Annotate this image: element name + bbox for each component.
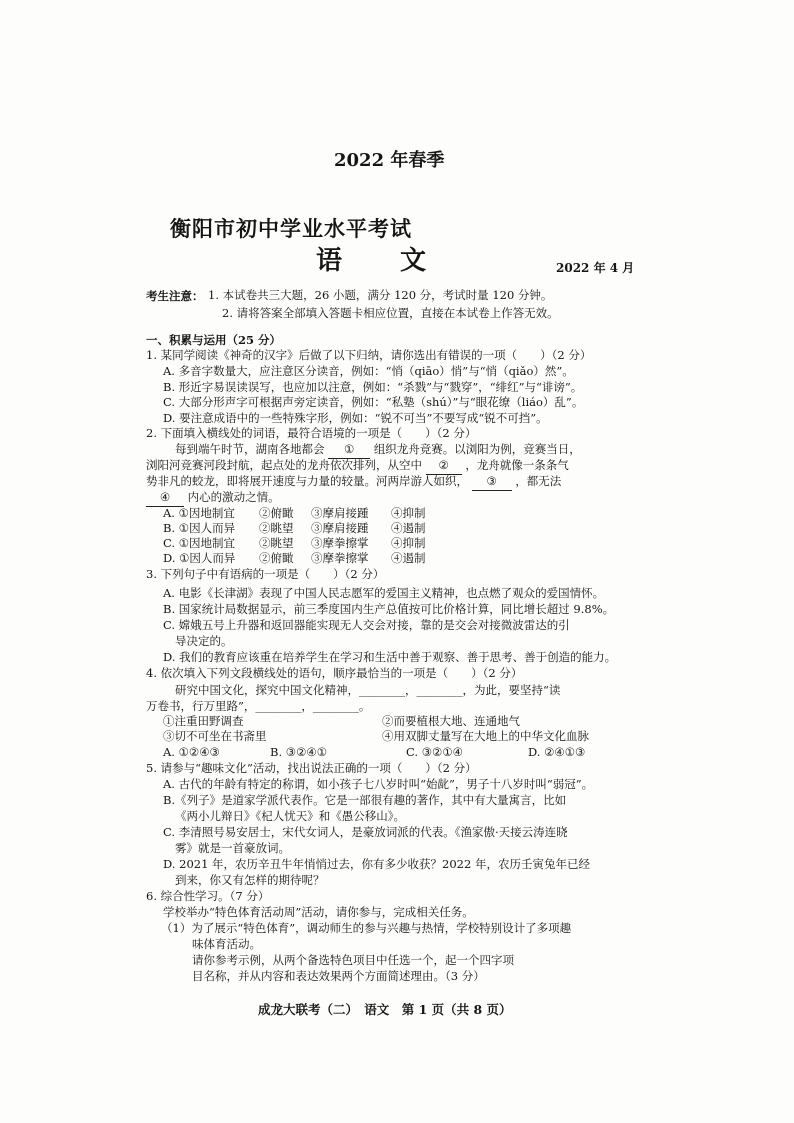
q2-opt-word: B. ①因人而异 xyxy=(163,521,236,535)
q6-sub1-line-3: 请你参考示例，从两个备选特色项目中任选一个，起一个四字项 xyxy=(192,953,514,967)
q2-text: ，都无法 xyxy=(515,474,562,488)
q2-passage-line-3 xyxy=(146,474,561,491)
q1-option-b: B. 形近字易误读误写，也应加以注意，例如：“杀戮”与“戮穿”，“绯红”与“诽谤”。 xyxy=(163,380,583,394)
q2-blank-2: ② xyxy=(426,458,462,475)
q4-option-a: A. ①②④③ xyxy=(163,745,220,759)
q2-opt-word: ③摩拳擦掌 xyxy=(311,536,369,550)
q4-option-d: D. ②④①③ xyxy=(528,745,586,759)
q1-option-c: C. 大部分形声字可根据声旁定读音，例如：“私塾（shú）”与“眼花缭（liáo）乱”。 xyxy=(163,395,584,409)
q2-opt-word: C. ①因地制宜 xyxy=(163,536,236,550)
q6-sub1-line-1: （1）为了展示“特色体育”，调动师生的参与兴趣与热情，学校特别设计了多项趣 xyxy=(161,921,572,935)
q2-passage-line-2 xyxy=(146,458,569,475)
exam-season: 2022 年春季 xyxy=(334,150,445,171)
q1-stem: 1. 某同学阅读《神奇的汉字》后做了以下归纳，请你选出有错误的一项（ ）（2 分） xyxy=(146,348,592,362)
q4-sentence-2: ②而要植根大地、连通地气 xyxy=(382,714,520,728)
notice-label: 考生注意： xyxy=(146,289,204,303)
q2-opt-word: ④抑制 xyxy=(391,506,426,520)
q2-text: 势非凡的蛟龙，即将展开速度与力量的较量。河两岸游人如织， xyxy=(146,474,468,488)
q1-option-d: D. 要注意成语中的一些特殊字形，例如：“锐不可当”不要写成“锐不可挡”。 xyxy=(163,411,548,425)
q2-option-c xyxy=(163,536,426,552)
q5-option-b: B.《列子》是道家学派代表作。它是一部很有趣的著作，其中有大量寓言，比如 xyxy=(163,793,567,807)
q5-option-c: C. 李清照号易安居士，宋代女词人，是豪放词派的代表。《渔家傲·天接云涛连晓 xyxy=(163,825,568,839)
q5-option-b-cont: 《两小儿辩日》《杞人忧天》和《愚公移山》。 xyxy=(175,809,405,823)
subject-title: 语 文 xyxy=(316,246,443,276)
q3-option-d: D. 我们的教育应该重在培养学生在学习和生活中善于观察、善于思考、善于创造的能力。 xyxy=(163,650,617,664)
q2-passage-line-1 xyxy=(175,442,581,459)
q2-blank-1: ① xyxy=(328,442,370,459)
q2-blank-4: ④ xyxy=(146,490,184,507)
q3-stem: 3. 下列句子中有语病的一项是（ ）（2 分） xyxy=(146,567,385,581)
q2-opt-word: ②俯瞰 xyxy=(259,506,294,520)
q2-opt-word: ②俯瞰 xyxy=(259,551,294,565)
q2-opt-word: ④遏制 xyxy=(391,521,426,535)
q4-option-b: B. ③②④① xyxy=(270,745,328,759)
q2-stem: 2. 下面填入横线处的词语，最符合语境的一项是（ ）（2 分） xyxy=(146,426,477,440)
q4-sentence-3: ③切不可坐在书斋里 xyxy=(163,729,267,743)
q6-sub1-line-4: 目名称，并从内容和表达效果两个方面简述理由。（3 分） xyxy=(192,969,485,983)
q2-text: 组织龙舟竞赛。以浏阳为例，竞赛当日， xyxy=(373,442,581,456)
q3-option-c: C. 嫦娥五号上升器和返回器能实现无人交会对接，靠的是交会对接微波雷达的引 xyxy=(163,618,570,632)
exam-date: 2022 年 4 月 xyxy=(556,261,635,275)
q2-option-a xyxy=(163,506,426,522)
q2-opt-word: ②眺望 xyxy=(259,536,294,550)
q2-opt-word: D. ①因人而异 xyxy=(163,551,236,565)
q5-option-d: D. 2021 年，农历辛丑牛年悄悄过去，你有多少收获？2022 年，农历壬寅兔年已经 xyxy=(163,857,590,871)
notice-item-2: 2. 请将答案全部填入答题卡相应位置，直接在本试卷上作答无效。 xyxy=(222,306,559,320)
q4-option-c: C. ③②①④ xyxy=(406,745,463,759)
q6-intro: 学校举办“特色体育活动周”活动，请你参与，完成相关任务。 xyxy=(163,905,474,919)
page-footer: 成龙大联考（二） 语文 第 1 页（共 8 页） xyxy=(258,1002,512,1017)
q2-opt-word: ③摩拳擦掌 xyxy=(311,551,369,565)
q5-option-d-cont: 到来，你又有怎样的期待呢？ xyxy=(175,873,325,887)
q4-sentence-4: ④用双脚丈量写在大地上的中华文化血脉 xyxy=(382,729,589,743)
q3-option-c-cont: 导决定的。 xyxy=(175,634,233,648)
q2-option-b xyxy=(163,521,426,537)
notice-item-1: 1. 本试卷共三大题，26 小题，满分 120 分，考试时量 120 分钟。 xyxy=(208,288,553,302)
q6-stem: 6. 综合性学习。（7 分） xyxy=(146,889,270,903)
exam-title: 衡阳市初中学业水平考试 xyxy=(170,216,412,241)
q2-opt-word: ③摩肩接踵 xyxy=(311,521,369,535)
q2-text: 每到端午时节，湖南各地都会 xyxy=(175,442,325,456)
q2-option-d xyxy=(163,551,426,567)
q5-option-c-cont: 雾》就是一首豪放词。 xyxy=(175,841,290,855)
q2-opt-word: ②眺望 xyxy=(259,521,294,535)
q2-opt-word: ③摩肩接踵 xyxy=(311,506,369,520)
q1-option-a: A. 多音字数量大，应注意区分读音，例如：“悄（qiāo）悄”与“悄（qiǎo）然”。 xyxy=(163,364,574,378)
q2-text: 内心的激动之情。 xyxy=(187,490,280,504)
q4-stem: 4. 依次填入下列文段横线处的语句，顺序最恰当的一项是（ ）（2 分） xyxy=(146,666,523,680)
q3-option-a: A. 电影《长津湖》表现了中国人民志愿军的爱国主义精神，也点燃了观众的爱国情怀。 xyxy=(163,586,605,600)
q4-sentence-1: ①注重田野调查 xyxy=(163,714,244,728)
q5-stem: 5. 请参与“趣味文化”活动，找出说法正确的一项（ ）（2 分） xyxy=(146,761,477,775)
q2-opt-word: A. ①因地制宜 xyxy=(163,506,235,520)
q2-text: ，龙舟就像一条条气 xyxy=(465,458,569,472)
q6-sub1-line-2: 味体育活动。 xyxy=(192,937,261,951)
q2-opt-word: ④抑制 xyxy=(391,536,426,550)
q4-passage-line-2: 万卷书，行万里路”，________，________。 xyxy=(146,699,371,713)
q4-passage-line-1: 研究中国文化，探究中国文化精神，________，________，为此，要坚持“读 xyxy=(175,683,561,697)
q2-passage-line-4 xyxy=(146,490,280,507)
q5-option-a: A. 古代的年龄有特定的称谓，如小孩子七八岁时叫“始龀”，男子十八岁时叫“弱冠”。 xyxy=(163,777,594,791)
section-1-title: 一、积累与运用（25 分） xyxy=(146,333,282,347)
q2-text: 浏阳河竞赛河段封航，起点处的龙舟依次排列，从空中 xyxy=(146,458,422,472)
q3-option-b: B. 国家统计局数据显示，前三季度国内生产总值按可比价格计算，同比增长超过 9.8%。 xyxy=(163,602,615,616)
q2-blank-3: ③ xyxy=(472,474,512,491)
q2-opt-word: ④遏制 xyxy=(391,551,426,565)
